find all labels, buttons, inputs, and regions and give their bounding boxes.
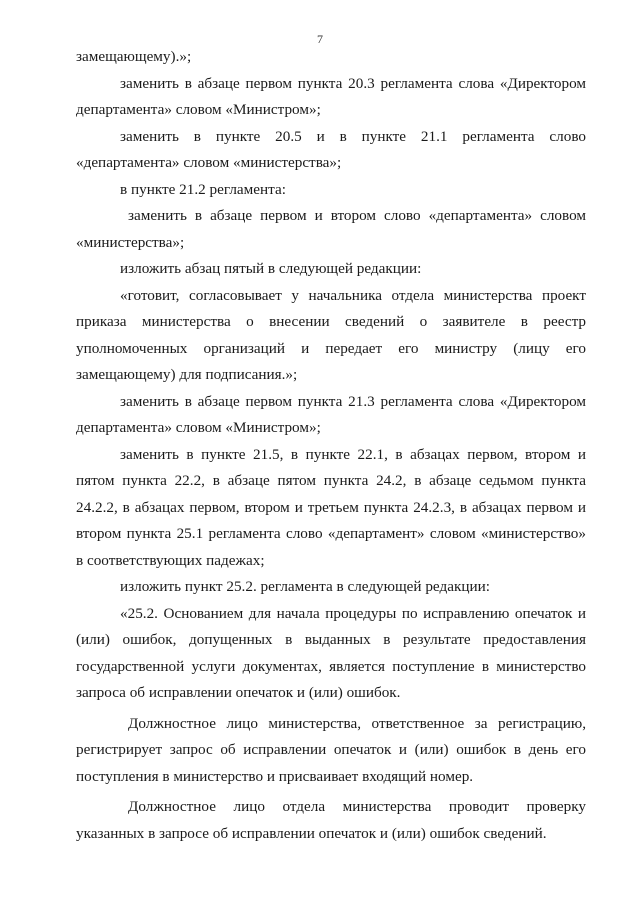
paragraph-9: заменить в пункте 21.5, в пункте 22.1, в абзацах первом, втором и пятом пункта 22.2, в абзаце пятом пункта 24.2, в абзаце седьмом пункта 24.2.2, в абзацах первом, втором и третьем пункта 24.2.3, в абзацах первом и втором пункта 25.1 регламента слово «департамент» словом «министерство» в соответствующих падежах;: [76, 445, 586, 569]
paragraph-7: «готовит, согласовывает у начальника отдела министерства проект приказа министерства о внесении сведений о заявителе в реестр уполномоченных организаций и передает его министру (лицу его замещающему) для подписания.»;: [76, 286, 586, 383]
document-body: [76, 44, 586, 847]
paragraph-4: в пункте 21.2 регламента:: [120, 180, 286, 198]
paragraph-5: заменить в абзаце первом и втором слово «департамента» словом «министерства»;: [76, 207, 586, 251]
paragraph-2: заменить в абзаце первом пункта 20.3 регламента слова «Директором департамента» словом «Министром»;: [76, 74, 586, 118]
paragraph-6: изложить абзац пятый в следующей редакции:: [120, 260, 422, 277]
page-number: 7: [317, 32, 323, 46]
paragraph-11: «25.2. Основанием для начала процедуры по исправлению опечаток и (или) ошибок, допущенных в выданных в результате предоставления государственной услуги документах, является поступление в министерство запроса об исправлении опечаток и (или) ошибок.: [76, 604, 586, 701]
paragraph-12: Должностное лицо министерства, ответственное за регистрацию, регистрирует запрос об исправлении опечаток и (или) ошибок в день его поступления в министерство и присваивает входящий номер.: [76, 714, 586, 785]
paragraph-1: замещающему).»;: [76, 48, 192, 65]
paragraph-3: заменить в пункте 20.5 и в пункте 21.1 регламента слово «департамента» словом «министерства»;: [76, 127, 586, 171]
paragraph-8: заменить в абзаце первом пункта 21.3 регламента слова «Директором департамента» словом «Министром»;: [76, 392, 586, 436]
paragraph-13: Должностное лицо отдела министерства проводит проверку указанных в запросе об исправлении опечаток и (или) ошибок сведений.: [76, 798, 586, 842]
paragraph-10: изложить пункт 25.2. регламента в следующей редакции:: [120, 578, 490, 595]
